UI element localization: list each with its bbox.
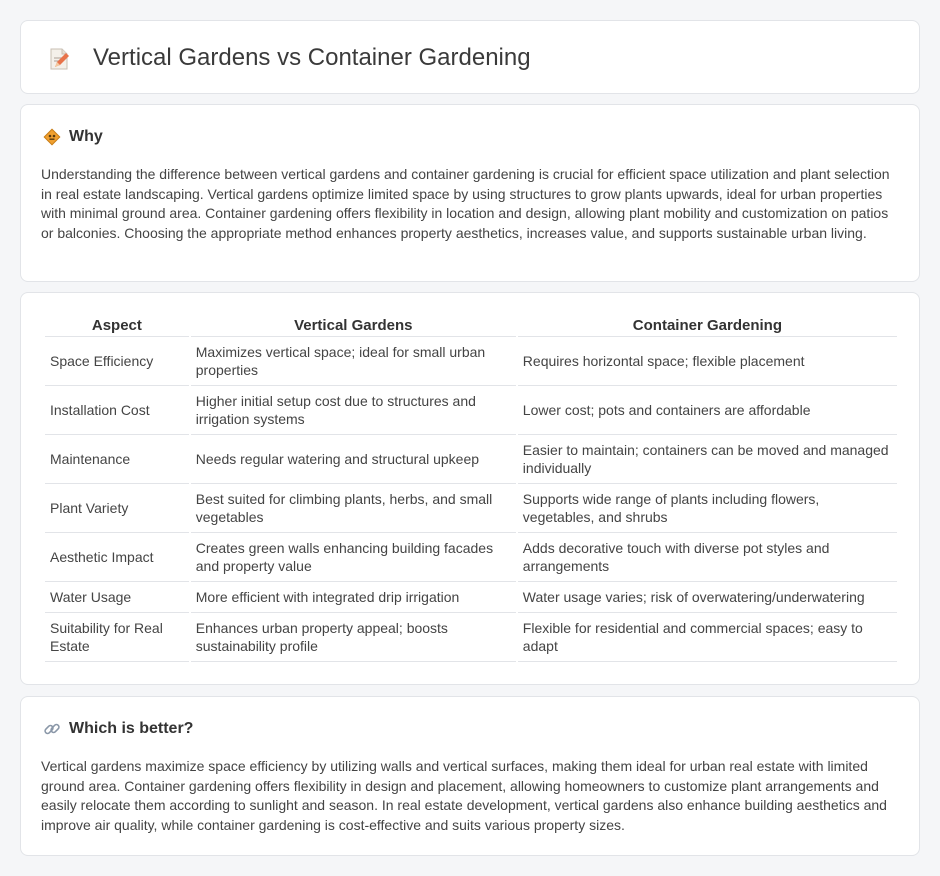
cell-container: Adds decorative touch with diverse pot styles and arrangements <box>518 533 897 582</box>
header-vertical-gardens: Vertical Gardens <box>191 315 516 337</box>
cell-container: Flexible for residential and commercial spaces; easy to adapt <box>518 613 897 662</box>
better-text: Vertical gardens maximize space efficiency by utilizing walls and vertical surfaces, making them ideal for urban real estate with limited ground area. Container gardening offers flexibility in design and placement, allowing homeowners to customize plant arrangements and easily relocate them according to sunlight and season. In real estate development, vertical gardens also enhance building aesthetics and improve air quality, while container gardening is cost-effective and suits various property sizes. <box>41 758 887 833</box>
cell-aspect: Installation Cost <box>45 386 189 435</box>
cell-aspect: Water Usage <box>45 582 189 613</box>
why-heading: Why <box>69 128 103 145</box>
why-section <box>20 104 920 282</box>
cell-vertical: Higher initial setup cost due to structures and irrigation systems <box>191 386 516 435</box>
cell-vertical: Enhances urban property appeal; boosts sustainability profile <box>191 613 516 662</box>
cell-vertical: Creates green walls enhancing building facades and property value <box>191 533 516 582</box>
table-header-row <box>45 315 897 337</box>
title-card <box>20 20 920 94</box>
cell-container: Water usage varies; risk of overwatering/underwatering <box>518 582 897 613</box>
comparison-section <box>20 292 920 685</box>
better-heading: Which is better? <box>69 720 194 737</box>
cell-aspect: Space Efficiency <box>45 337 189 386</box>
why-text: Understanding the difference between vertical gardens and container gardening is crucial for efficient space utilization and plant selection in real estate landscaping. Vertical gardens optimize limited space by using structures to grow plants upwards, ideal for urban properties with minimal ground area. Container gardening offers flexibility in location and design, allowing plant mobility and customization on patios or balconies. Choosing the appropriate method enhances property aesthetics, increases value, and supports sustainable urban living. <box>41 166 890 241</box>
table-row <box>45 613 897 662</box>
cell-container: Supports wide range of plants including flowers, vegetables, and shrubs <box>518 484 897 533</box>
table-row <box>45 484 897 533</box>
memo-pencil-icon <box>47 47 71 71</box>
page-title: Vertical Gardens vs Container Gardening <box>93 44 531 71</box>
cell-container: Requires horizontal space; flexible placement <box>518 337 897 386</box>
cell-container: Easier to maintain; containers can be moved and managed individually <box>518 435 897 484</box>
table-row <box>45 435 897 484</box>
diamond-sign-icon <box>43 128 61 146</box>
header-container-gardening: Container Gardening <box>518 315 897 337</box>
table-row <box>45 386 897 435</box>
link-icon <box>43 720 61 738</box>
table-row <box>45 582 897 613</box>
cell-vertical: Maximizes vertical space; ideal for small urban properties <box>191 337 516 386</box>
cell-vertical: Needs regular watering and structural upkeep <box>191 435 516 484</box>
cell-aspect: Aesthetic Impact <box>45 533 189 582</box>
header-aspect: Aspect <box>45 315 189 337</box>
which-is-better-section <box>20 696 920 856</box>
cell-aspect: Suitability for Real Estate <box>45 613 189 662</box>
cell-aspect: Maintenance <box>45 435 189 484</box>
cell-vertical: Best suited for climbing plants, herbs, and small vegetables <box>191 484 516 533</box>
comparison-table <box>43 315 899 662</box>
why-heading-row <box>43 127 103 147</box>
cell-vertical: More efficient with integrated drip irrigation <box>191 582 516 613</box>
cell-aspect: Plant Variety <box>45 484 189 533</box>
better-heading-row <box>43 719 193 739</box>
cell-container: Lower cost; pots and containers are affordable <box>518 386 897 435</box>
table-row <box>45 337 897 386</box>
table-row <box>45 533 897 582</box>
